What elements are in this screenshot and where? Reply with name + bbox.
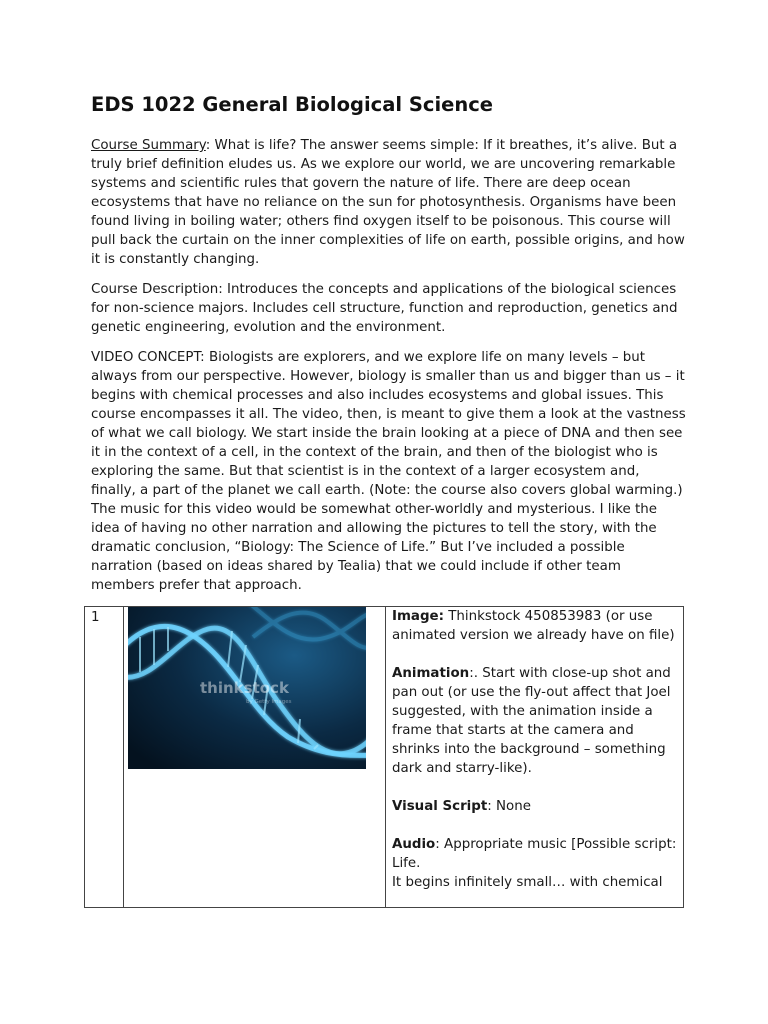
audio-note	[392, 835, 677, 892]
animation-note-text: :. Start with close-up shot and pan out (or use the fly-out affect that Joel suggested, with the animation inside a frame that starts at the camera and shrinks into the background – something dark and starry-like).	[391, 666, 671, 776]
image-note-label: Image:	[391, 609, 444, 624]
image-cell	[124, 607, 386, 908]
audio-note-continued: It begins infinitely small… with chemical	[391, 875, 663, 890]
dna-image	[128, 607, 366, 769]
description-cell	[385, 607, 683, 908]
image-note-text: Thinkstock 450853983 (or use animated version we already have on file)	[391, 609, 675, 643]
table-row	[85, 607, 684, 908]
document-title: EDS 1022 General Biological Science	[91, 93, 494, 116]
course-summary-text: : What is life? The answer seems simple: If it breathes, it’s alive. But a truly brief definition eludes us. As we explore our world, we are uncovering remarkable systems and scientific rules that govern the nature of life. There are deep ocean ecosystems that have no reliance on the sun for photosynthesis. Organisms have been found living in boiling water; others find oxygen itself to be poisonous. This course will pull back the curtain on the inner complexities of life on earth, possible origins, and how it is constantly changing.	[91, 138, 685, 267]
image-watermark-sub: by Getty Images	[246, 699, 292, 705]
course-description: Course Description: Introduces the concepts and applications of the biological sciences for non-science majors. Includes cell structure, function and reproduction, genetics and genetic engineering, evolution and the environment.	[91, 282, 678, 335]
storyboard-table	[84, 606, 684, 908]
visual-script-label: Visual Script	[391, 799, 488, 814]
visual-script-text: : None	[487, 799, 531, 814]
description-content	[392, 607, 677, 907]
animation-note	[392, 664, 677, 778]
animation-note-label: Animation	[391, 666, 470, 681]
document-page	[91, 92, 687, 908]
course-summary-label: Course Summary	[91, 138, 206, 153]
course-summary	[91, 136, 687, 269]
video-concept: VIDEO CONCEPT: Biologists are explorers, and we explore life on many levels – but always from our perspective. However, biology is smaller than us and bigger than us – it begins with chemical processes and also includes ecosystems and global issues. This course encompasses it all. The video, then, is meant to give them a look at the vastness of what we call biology. We start inside the brain looking at a piece of DNA and then see it in the context of a cell, in the context of the brain, and then of the biologist who is exploring the same. But that scientist is in the context of a larger ecosystem and, finally, a part of the planet we call earth. (Note: the course also covers global warming.) The music for this video would be somewhat other-worldly and mysterious. I like the idea of having no other narration and allowing the pictures to tell the story, with the dramatic conclusion, “Biology: The Science of Life.” But I’ve included a possible narration (based on ideas shared by Tealia) that we could include if other team members prefer that approach.	[91, 350, 686, 593]
row-number: 1	[85, 607, 124, 908]
audio-note-text: : Appropriate music [Possible script: Life.	[391, 837, 677, 871]
image-note	[392, 607, 677, 645]
image-watermark: thinkstock	[200, 679, 290, 697]
visual-script-note	[392, 797, 677, 816]
audio-note-label: Audio	[391, 837, 436, 852]
